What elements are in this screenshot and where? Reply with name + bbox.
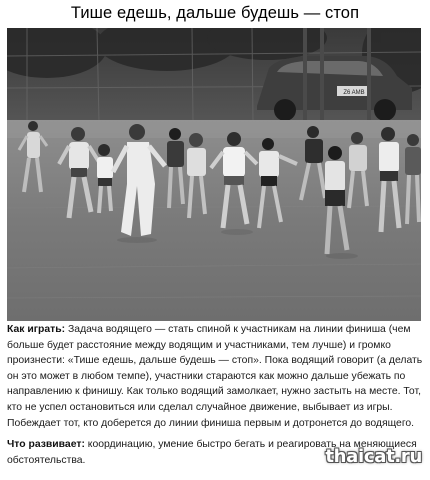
develops-label: Что развивает: xyxy=(7,439,85,451)
car-plate: Z6 AMB xyxy=(343,90,365,96)
how-to-play-paragraph xyxy=(7,322,423,431)
children-running-photo xyxy=(7,28,421,321)
develops-text: координацию, умение быстро бегать и реагировать на меняющиеся обстоятельства. xyxy=(7,439,417,466)
site-watermark: thaicat.ru xyxy=(325,446,422,467)
how-to-play-label: Как играть: xyxy=(7,324,66,335)
page-title: Тише едешь, дальше будешь — стоп xyxy=(70,4,360,22)
how-to-play-text: Задача водящего — стать спиной к участникам на линии финиша (чем больше будет расстояние между водящим и участниками, тем лучше) и громко произнести: «Тише едешь, дальше будешь — стоп». Пока водящий говорит (а делать он это может в любом темпе), участники стараются как можно дальше убежать по направлению к финишу. Как только водящий замолкает, нужно застыть на месте. Тот, кто не успел остановиться или сделал случайное движение, выбывает из игры. Побеждает тот, кто доберется до линии финиша первым и дотронется до водящего. xyxy=(7,324,423,429)
